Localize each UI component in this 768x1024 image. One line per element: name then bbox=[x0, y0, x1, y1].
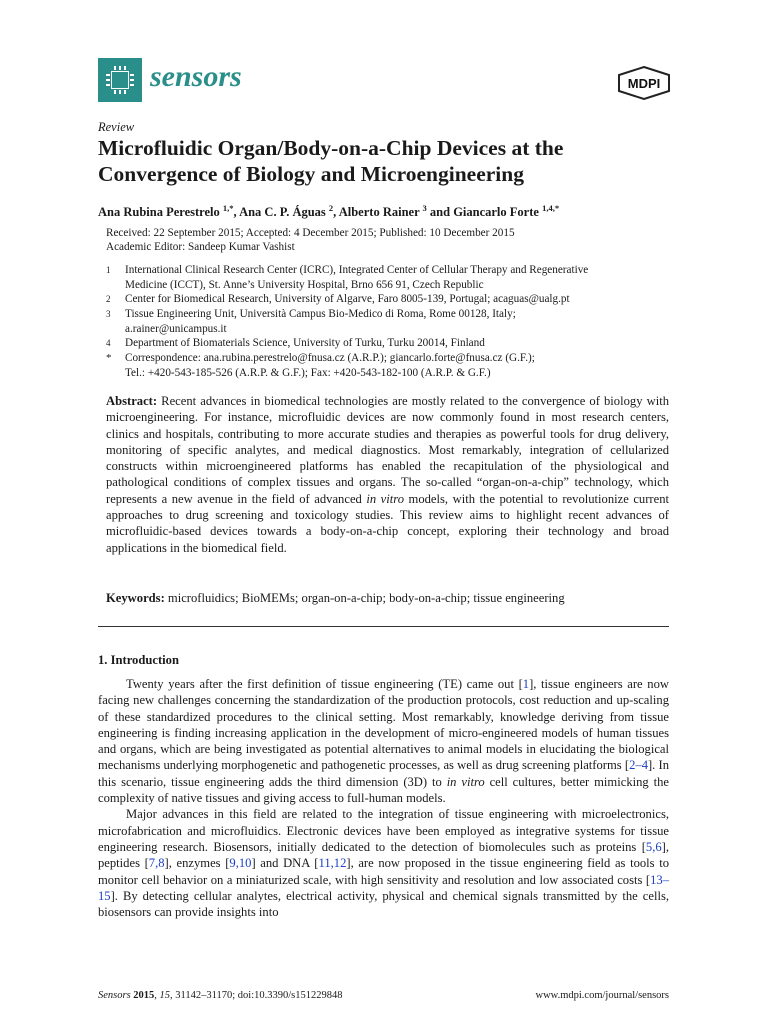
abstract-label: Abstract: bbox=[106, 394, 158, 408]
citation-link[interactable]: 2–4 bbox=[629, 758, 648, 773]
text-italic: in vitro bbox=[446, 774, 485, 789]
footer-citation: Sensors 2015, 15, 31142–31170; doi:10.3390/s151229848 bbox=[98, 990, 343, 1001]
citation-link[interactable]: 1 bbox=[522, 677, 530, 691]
keywords bbox=[106, 591, 669, 606]
section-heading: 1. Introduction bbox=[98, 653, 179, 667]
publisher-name: MDPI bbox=[627, 76, 661, 91]
author-marks: 1,4,* bbox=[542, 203, 560, 213]
affiliation-line[interactable]: a.rainer@unicampus.it bbox=[125, 322, 227, 335]
journal-logo-icon bbox=[98, 58, 142, 102]
text-run: ], are now proposed in the tissue engineering field as tools to monitor cell behavior on a miniaturized scale, with high sensitivity and resolution and low associated costs [ bbox=[98, 856, 669, 887]
author-separator: , bbox=[233, 205, 240, 220]
text-run: Major advances in this field are related to the integration of tissue engineering with microelectronics, microfabrication and microfluidics. Electronic devices have been employed as integrative systems for tissue engineering research. Biosensors, initially dedicated to the detection of biomolecules such as proteins [ bbox=[98, 807, 669, 854]
footer-volume: 15 bbox=[159, 990, 171, 1001]
text-run: ], enzymes [ bbox=[164, 856, 230, 871]
paragraph bbox=[98, 676, 669, 806]
author-name: Ana C. P. Águas bbox=[239, 205, 326, 220]
author-conjunction: and bbox=[426, 205, 454, 220]
publication-dates: Received: 22 September 2015; Accepted: 4 December 2015; Published: 10 December 2015 bbox=[106, 227, 515, 239]
affiliation-line: International Clinical Research Center (ICRC), Integrated Center of Cellular Therapy and Regenerative bbox=[125, 264, 589, 276]
citation-link[interactable]: 7,8 bbox=[148, 856, 165, 871]
author-list bbox=[98, 203, 559, 220]
footer-url[interactable]: www.mdpi.com/journal/sensors bbox=[535, 990, 669, 1001]
citation-link[interactable]: 9,10 bbox=[229, 856, 252, 871]
correspondence-line: Tel.: +420-543-185-526 (A.R.P. & G.F.); Fax: +420-543-182-100 (A.R.P. & G.F.) bbox=[125, 366, 491, 379]
introduction-body bbox=[98, 676, 669, 920]
journal-name: sensors bbox=[150, 60, 242, 93]
correspondence-line[interactable]: Correspondence: ana.rubina.perestrelo@fnusa.cz (A.R.P.); giancarlo.forte@fnusa.cz (G.F.); bbox=[125, 352, 535, 364]
abstract-italic: in vitro bbox=[366, 491, 405, 506]
author-marks: 2 bbox=[328, 203, 334, 213]
text-run: ], tissue engineers are now facing new challenges concerning the standardization of the production protocols, cost reduction and up-scaling of these standardized procedures to the clinical setting. Most remarkably, knowledge deriving from tissue engineering is finding increasing application in the development of micro-engineered models of human tissues and organs, which are being investigated as potential alternatives to animal models in elucidating the biological mechanisms underlying morphogenetic and pathogenetic processes, as well as drug screening platforms [ bbox=[98, 677, 669, 773]
citation-link[interactable]: 13–15 bbox=[98, 872, 669, 903]
affiliation-line: Medicine (ICCT), St. Anne’s University Hospital, Brno 656 91, Czech Republic bbox=[125, 278, 484, 291]
text-run: ] and DNA [ bbox=[251, 856, 319, 871]
keywords-label: Keywords: bbox=[106, 591, 165, 605]
text-run: cell cultures, better mimicking the complexity of native tissues and giving access to full-human models. bbox=[98, 774, 669, 806]
author-separator: , bbox=[333, 205, 339, 220]
abstract bbox=[106, 393, 669, 556]
affiliation-line: Tissue Engineering Unit, Università Campus Bio-Medico di Roma, Rome 00128, Italy; bbox=[125, 308, 516, 320]
affiliation-line: Department of Biomaterials Science, University of Turku, Turku 20014, Finland bbox=[125, 337, 485, 349]
footer-year: 2015 bbox=[133, 990, 155, 1001]
citation-link[interactable]: 11,12 bbox=[318, 856, 347, 871]
paper-title: Microfluidic Organ/Body-on-a-Chip Devices at the Convergence of Biology and Microengineering bbox=[98, 136, 564, 186]
footer-journal: Sensors bbox=[98, 990, 131, 1001]
abstract-text: Recent advances in biomedical technologies are mostly related to the convergence of biology with microengineering. For instance, microfluidic devices are now commonly found in most research centers, clinics and hospitals, contributing to more accurate studies and therapies as powerful tools for drug delivery, monitoring of specific analytes, and medical diagnostics. Most remarkably, integration of cellularized constructs within microengineered platforms has enabled the recapitulation of the physiological and pathological conditions of complex tissues and organs. The so-called “organ-on-a-chip” technology, which represents a new avenue in the field of advanced bbox=[106, 394, 669, 506]
academic-editor: Academic Editor: Sandeep Kumar Vashist bbox=[106, 241, 295, 253]
affiliation-number: 4 bbox=[106, 338, 111, 348]
citation-link[interactable]: 5,6 bbox=[645, 839, 662, 854]
section-divider bbox=[98, 626, 669, 627]
article-type: Review bbox=[98, 120, 135, 134]
keywords-text: microfluidics; BioMEMs; organ-on-a-chip; body-on-a-chip; tissue engineering bbox=[164, 591, 565, 605]
author-marks: 1,* bbox=[222, 203, 234, 213]
affiliation-number: 3 bbox=[106, 309, 111, 319]
abstract-text: models, with the potential to revolutionize current approaches to drug screening and toxicology studies. This review aims to highlight recent advances of microfluidic-based devices towards a body-on-a-chip concept, exploring their technology and broad applications in the biomedical field. bbox=[106, 491, 669, 555]
text-run: ]. In this scenario, tissue engineering adds the third dimension (3D) to bbox=[98, 758, 670, 789]
author-name: Alberto Rainer bbox=[338, 205, 420, 220]
text-run: ], peptides [ bbox=[98, 839, 669, 871]
affiliation-number: * bbox=[106, 352, 112, 364]
text-run: Twenty years after the first definition of tissue engineering (TE) came out [ bbox=[126, 677, 523, 691]
author-name: Giancarlo Forte bbox=[453, 205, 539, 220]
author-name: Ana Rubina Perestrelo bbox=[98, 205, 220, 220]
author-marks: 3 bbox=[422, 203, 427, 213]
affiliation-line[interactable]: Center for Biomedical Research, University of Algarve, Faro 8005-139, Portugal; acaguas@ualg.pt bbox=[125, 293, 570, 305]
footer-doi: , 31142–31170; doi:10.3390/s151229848 bbox=[170, 990, 343, 1001]
affiliation-number: 2 bbox=[106, 294, 111, 304]
paragraph bbox=[98, 806, 669, 920]
text-run: ]. By detecting cellular analytes, electrical activity, physical and chemical signals transmitted by the cells, biosensors can provide insights into bbox=[98, 888, 669, 920]
mdpi-logo-icon bbox=[616, 66, 672, 100]
affiliation-number: 1 bbox=[106, 265, 111, 275]
